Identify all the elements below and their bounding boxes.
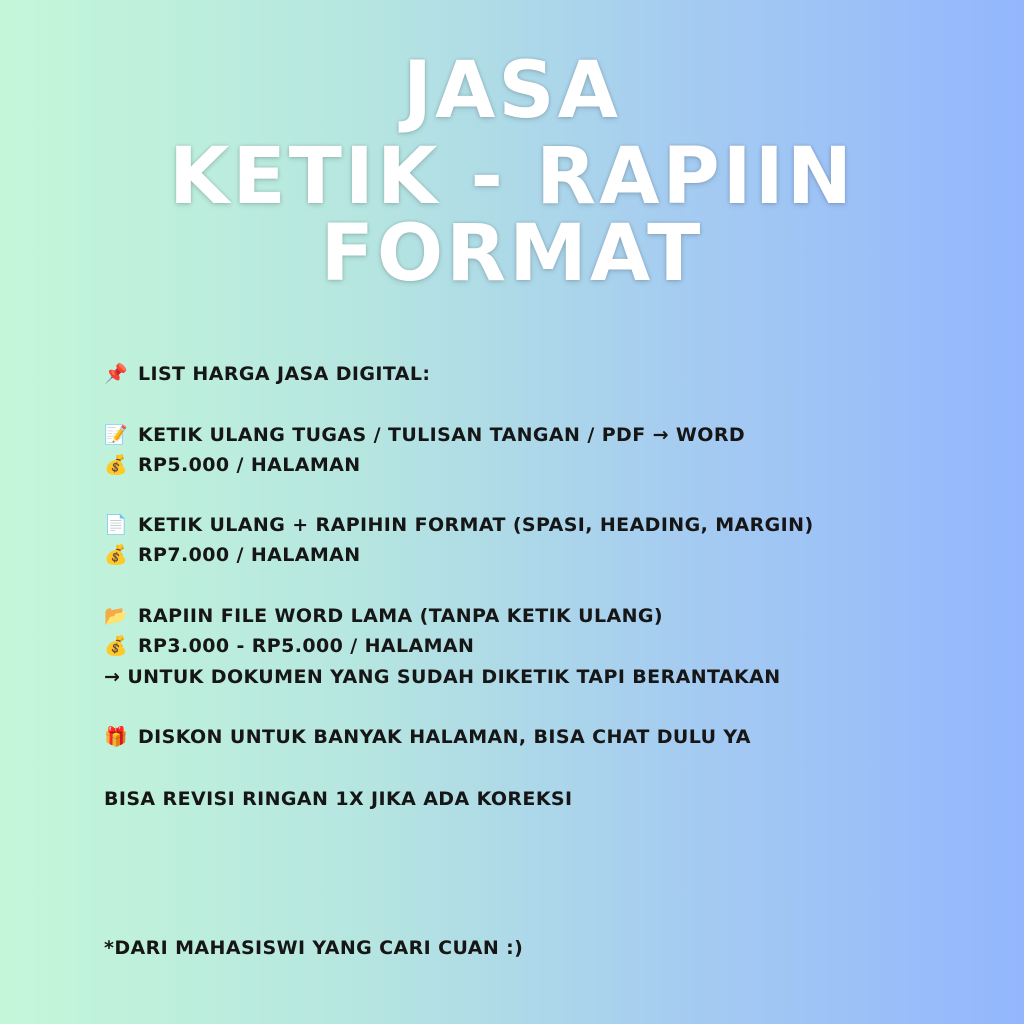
service-item-1-price xyxy=(104,453,361,477)
footer-note: *DARI MAHASISWI YANG CARI CUAN :) xyxy=(104,937,524,959)
pushpin-icon: 📌 xyxy=(104,363,129,385)
service-item-2-price-text: RP7.000 / HALAMAN xyxy=(138,544,361,566)
revision-note: BISA REVISI RINGAN 1X JIKA ADA KOREKSI xyxy=(104,788,573,810)
page-icon: 📄 xyxy=(104,514,129,536)
money-bag-icon: 💰 xyxy=(104,454,129,476)
open-folder-icon: 📂 xyxy=(104,605,129,627)
gift-icon: 🎁 xyxy=(104,726,129,748)
service-item-3-note: → UNTUK DOKUMEN YANG SUDAH DIKETIK TAPI BERANTAKAN xyxy=(104,666,781,688)
title-line-3: FORMAT xyxy=(320,209,704,299)
memo-icon: 📝 xyxy=(104,424,129,446)
service-item-3-price-text: RP3.000 - RP5.000 / HALAMAN xyxy=(138,635,475,657)
service-item-1-price-text: RP5.000 / HALAMAN xyxy=(138,454,361,476)
service-item-2-price xyxy=(104,543,361,567)
title-line-1: JASA xyxy=(403,46,621,136)
discount-line xyxy=(104,725,751,749)
service-item-1 xyxy=(104,423,745,447)
title-line-2: KETIK - RAPIIN xyxy=(169,132,855,222)
service-item-2 xyxy=(104,513,814,537)
service-item-2-label: KETIK ULANG + RAPIHIN FORMAT (SPASI, HEADING, MARGIN) xyxy=(138,514,814,536)
service-item-3-label: RAPIIN FILE WORD LAMA (TANPA KETIK ULANG) xyxy=(138,605,663,627)
service-item-3-price xyxy=(104,634,474,658)
discount-text: DISKON UNTUK BANYAK HALAMAN, BISA CHAT DULU YA xyxy=(138,726,751,748)
service-item-3 xyxy=(104,604,663,628)
money-bag-icon: 💰 xyxy=(104,635,129,657)
price-list-heading xyxy=(104,362,430,386)
service-item-1-label: KETIK ULANG TUGAS / TULISAN TANGAN / PDF → WORD xyxy=(138,424,746,446)
price-list-heading-text: LIST HARGA JASA DIGITAL: xyxy=(138,363,431,385)
money-bag-icon: 💰 xyxy=(104,544,129,566)
